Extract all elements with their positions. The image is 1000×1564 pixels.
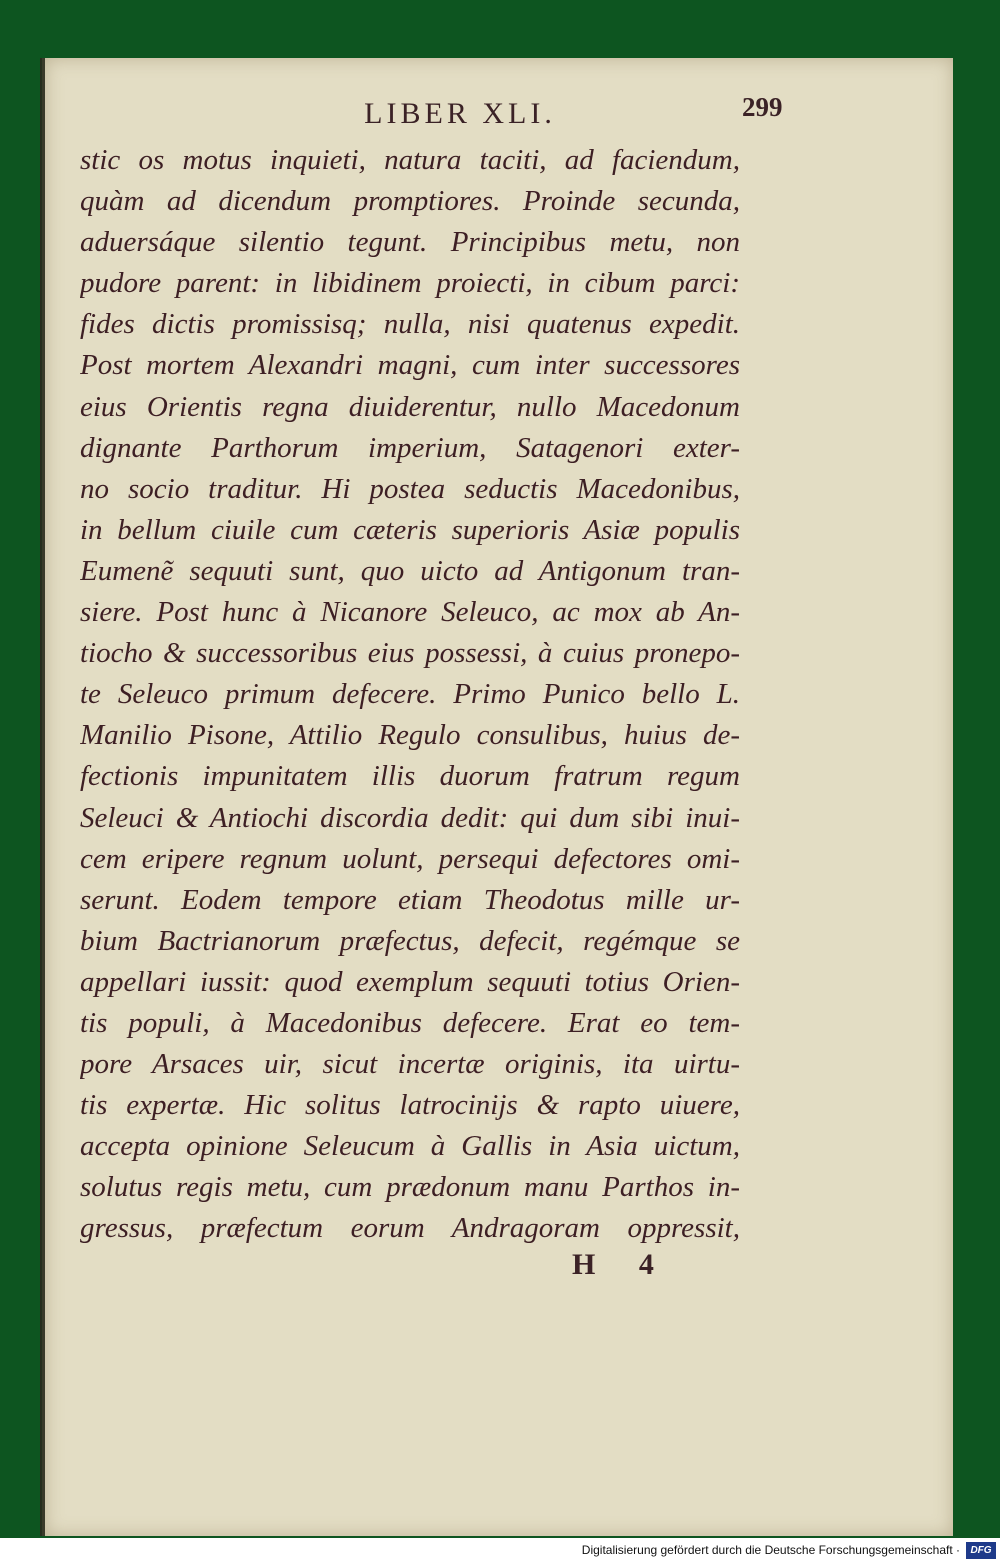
running-title: LIBER XLI. <box>364 97 556 130</box>
text-line: pore Arsaces uir, sicut incertæ originis, ita uirtu- <box>80 1048 740 1081</box>
page-number: 299 <box>742 92 783 122</box>
credit-bar <box>0 1538 1000 1564</box>
text-line: dignante Parthorum imperium, Satagenori exter- <box>80 431 740 464</box>
text-line: quàm ad dicendum promptiores. Proinde secunda, <box>80 185 740 218</box>
text-line: stic os motus inquieti, natura taciti, ad faciendum, <box>80 144 740 176</box>
text-line: Post mortem Alexandri magni, cum inter successores <box>80 349 740 382</box>
text-line: gressus, præfectum eorum Andragoram oppressit, <box>80 1212 740 1245</box>
text-line: serunt. Eodem tempore etiam Theodotus mille ur- <box>80 883 740 916</box>
text-line: tiocho & successoribus eius possessi, à cuius pronepo- <box>80 637 740 670</box>
text-line: tis expertæ. Hic solitus latrocinijs & rapto uiuere, <box>80 1089 740 1122</box>
text-line: tis populi, à Macedonibus defecere. Erat eo tem- <box>80 1006 740 1039</box>
text-line: aduersáque silentio tegunt. Principibus metu, non <box>80 226 740 259</box>
body-text <box>80 140 740 1250</box>
text-line: in bellum ciuile cum cæteris superioris Asiæ populis <box>80 513 740 546</box>
text-line: Manilio Pisone, Attilio Regulo consulibus, huius de- <box>80 719 740 752</box>
text-line: Seleuci & Antiochi discordia dedit: qui dum sibi inui- <box>80 801 740 834</box>
text-line: accepta opinione Seleucum à Gallis in Asia uictum, <box>80 1130 740 1163</box>
dfg-logo-icon: DFG <box>966 1542 996 1559</box>
text-line: Eumenẽ sequuti sunt, quo uicto ad Antigonum tran- <box>80 554 740 587</box>
text-line: appellari iussit: quod exemplum sequuti totius Orien- <box>80 965 740 998</box>
text-line: no socio traditur. Hi postea seductis Macedonibus, <box>80 472 740 505</box>
text-line: pudore parent: in libidinem proiecti, in cibum parci: <box>80 267 740 300</box>
text-line: te Seleuco primum defecere. Primo Punico bello L. <box>80 678 740 711</box>
text-line: solutus regis metu, cum prædonum manu Parthos in- <box>80 1171 740 1204</box>
text-line: bium Bactrianorum præfectus, defecit, regémque se <box>80 924 740 957</box>
text-line: fectionis impunitatem illis duorum fratrum regum <box>80 760 740 793</box>
text-line: eius Orientis regna diuiderentur, nullo Macedonum <box>80 390 740 423</box>
credit-text: Digitalisierung gefördert durch die Deutsche Forschungsgemeinschaft · <box>581 1543 960 1557</box>
signature-mark: H 4 <box>572 1248 672 1281</box>
text-line: siere. Post hunc à Nicanore Seleuco, ac mox ab An- <box>80 596 740 629</box>
text-line: fides dictis promissisq; nulla, nisi quatenus expedit. <box>80 308 740 341</box>
text-line: cem eripere regnum uolunt, persequi defectores omi- <box>80 842 740 875</box>
